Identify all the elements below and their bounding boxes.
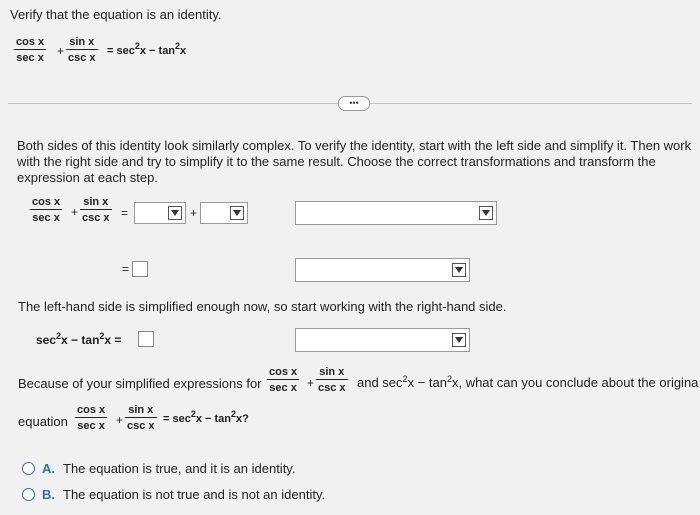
equals-sign: = [121,206,129,220]
numerator: sin x [69,36,95,48]
denominator: sec x [267,379,299,394]
plus-sign: + [307,376,315,390]
chevron-down-icon [168,206,182,220]
step3-expression [36,333,121,347]
rhs-mid: x − tan [139,45,176,57]
exponent: 2 [175,41,181,51]
denominator: sec x [14,49,46,64]
radio-button[interactable] [22,488,35,501]
plus-sign: + [71,205,79,219]
step3-answer-box[interactable] [138,331,154,347]
step1-fraction-sin-over-csc [80,196,112,224]
text: x, what can you conclude about the origina [451,375,699,390]
equals-sign: = [107,45,114,57]
rhs-end: x = [104,333,122,347]
plus-sign: + [57,44,65,58]
option-text: The equation is true, and it is an identity. [63,461,296,476]
question-prompt: Verify that the equation is an identity. [10,7,222,22]
option-letter: B. [42,487,55,502]
step1-dropdown-left[interactable] [134,202,186,224]
text: x − tan [407,375,447,390]
exponent: 2 [231,409,237,419]
lhs-note: The left-hand side is simplified enough now, so start working with the right-hand side. [18,299,507,314]
chevron-down-icon [230,206,244,220]
conclusion-fraction-cos-over-sec [267,366,299,394]
conclusion-fraction-sin-over-csc [316,366,348,394]
rhs-end: x [180,45,187,57]
denominator: csc x [80,209,112,224]
rhs-mid: x − tan [61,333,100,347]
rhs-sec: sec [116,45,135,57]
text: x? [236,413,249,425]
rhs-expression [107,41,187,57]
equation-label: equation [18,414,68,429]
rhs-sec: sec [36,333,57,347]
denominator: csc x [316,379,348,394]
step1-transformation-dropdown[interactable] [295,201,497,225]
instructions: Both sides of this identity look similarly complex. To verify the identity, start with the left side and simplify it. Then work with the right side and try to simplify it to the same result. Choose the correct transformations and transform the expression at each step. [17,138,692,185]
fraction-sin-over-csc [66,36,98,64]
numerator: sin x [83,196,109,208]
denominator: csc x [66,49,98,64]
option-text: The equation is not true and is not an identity. [63,487,326,502]
numerator: sin x [128,404,154,416]
denominator: sec x [75,417,107,432]
fraction-cos-over-sec [14,36,46,64]
step2-transformation-dropdown[interactable] [295,258,470,282]
text: x − tan [195,413,232,425]
chevron-down-icon [452,333,466,347]
exponent: 2 [56,331,62,341]
text: and sec [357,375,403,390]
conclusion-text-end [357,375,698,390]
denominator: csc x [125,417,157,432]
exponent: 2 [190,409,196,419]
equals-sign: = [122,262,130,276]
equation-fraction-sin-over-csc [125,404,157,432]
conclusion-text: Because of your simplified expressions for [18,376,262,391]
radio-button[interactable] [22,462,35,475]
chevron-down-icon [479,206,493,220]
more-button[interactable]: ••• [338,96,370,111]
plus-sign: + [190,206,198,220]
numerator: cos x [77,404,106,416]
equation-rhs [163,409,249,425]
numerator: cos x [269,366,298,378]
option-letter: A. [42,461,55,476]
equation-fraction-cos-over-sec [75,404,107,432]
exponent: 2 [446,374,452,384]
text: = sec [163,413,191,425]
numerator: sin x [319,366,345,378]
step2-answer-box[interactable] [132,261,148,277]
plus-sign: + [116,413,124,427]
exponent: 2 [402,374,408,384]
numerator: cos x [32,196,61,208]
step1-dropdown-right[interactable] [200,202,248,224]
numerator: cos x [16,36,45,48]
chevron-down-icon [452,263,466,277]
exponent: 2 [99,331,105,341]
step3-transformation-dropdown[interactable] [295,328,470,352]
exponent: 2 [134,41,140,51]
denominator: sec x [30,209,62,224]
step1-fraction-cos-over-sec [30,196,62,224]
